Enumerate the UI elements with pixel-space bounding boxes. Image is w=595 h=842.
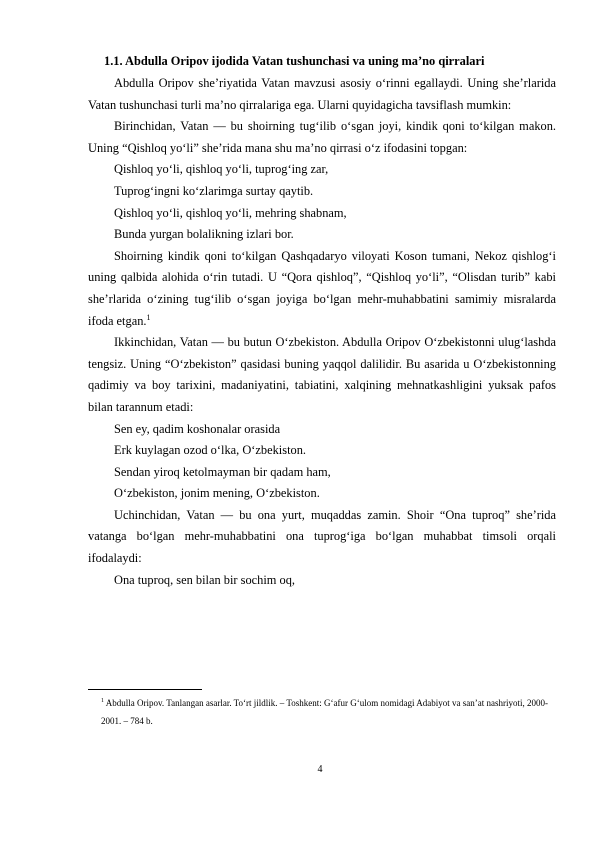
verse-line: Ona tuproq, sen bilan bir sochim oq, bbox=[114, 572, 296, 587]
footnote-reference[interactable]: 1 bbox=[146, 312, 151, 322]
verse-line: Qishloq yo‘li, qishloq yo‘li, mehring shabnam, bbox=[114, 205, 347, 220]
paragraph-second-meaning: Ikkinchidan, Vatan — bu butun O‘zbekiston. Abdulla Oripov O‘zbekistonni ulug‘lashda tengsiz. Uning “O‘zbekiston” qasidasi buning yaqqol dalilidir. Bu asarida u O‘zbekistonning qadimiy va boy tarixini, madaniyatini, tabiatini, xalqining mehnatkashligini yuksak pafos bilan tarannum etadi: bbox=[88, 335, 556, 414]
paragraph-first-meaning: Birinchidan, Vatan — bu shoirning tug‘ilib o‘sgan joyi, kindik qoni to‘kilgan makon. Uning “Qishloq yo‘li” she’rida mana shu ma’no qirrasi o‘z ifodasini topgan: bbox=[88, 119, 556, 155]
page-number: 4 bbox=[317, 764, 323, 775]
paragraph-intro: Abdulla Oripov she’riyatida Vatan mavzusi asosiy o‘rinni egallaydi. Uning she’rlarida Vatan tushunchasi turli ma’no qirralariga ega. Ularni quyidagicha tavsiflash mumkin: bbox=[88, 76, 556, 112]
verse-line: Sendan yiroq ketolmayman bir qadam ham, bbox=[114, 464, 331, 479]
paragraph-birthplace-text: Shoirning kindik qoni to‘kilgan Qashqadaryo viloyati Koson tumani, Nekoz qishlog‘i uning qalbida alohida o‘rin tutadi. U “Qora qishloq”, “Qishloq yo‘li”, “Olisdan turib” kabi she’rlarida o‘zining tug‘ilib o‘sgan joyiga bo‘lgan mehr-muhabbatini samimiy misralarda ifoda etgan. bbox=[88, 248, 556, 328]
section-heading: 1.1. Abdulla Oripov ijodida Vatan tushunchasi va uning ma’no qirralari bbox=[104, 54, 485, 68]
paragraph-third-meaning: Uchinchidan, Vatan — bu ona yurt, muqaddas zamin. Shoir “Ona tuproq” she’rida vatanga bo‘lgan mehr-muhabbatini ona tuprog‘iga bo‘lgan muhabbat timsoli orqali ifodalaydi: bbox=[88, 507, 556, 566]
document-body bbox=[88, 52, 556, 591]
verse-line: Sen ey, qadim koshonalar orasida bbox=[114, 421, 281, 436]
verse-line: Erk kuylagan ozod o‘lka, O‘zbekiston. bbox=[114, 443, 307, 458]
footnote-number: 1 bbox=[101, 698, 104, 704]
footnote-text: Abdulla Oripov. Tanlangan asarlar. To‘rt jildlik. – Toshkent: G‘afur G‘ulom nomidagi Adabiyot va san’at nashriyoti, 2000-2001. – 784 b. bbox=[101, 698, 548, 726]
footnote bbox=[101, 694, 561, 730]
verse-line: Tuprog‘ingni ko‘zlarimga surtay qaytib. bbox=[114, 183, 314, 198]
footnote-separator bbox=[88, 689, 202, 690]
verse-line: O‘zbekiston, jonim mening, O‘zbekiston. bbox=[114, 486, 320, 501]
verse-line: Qishloq yo‘li, qishloq yo‘li, tuprog‘ing zar, bbox=[114, 162, 329, 177]
paragraph-birthplace bbox=[88, 246, 556, 332]
verse-line: Bunda yurgan bolalikning izlari bor. bbox=[114, 227, 294, 242]
